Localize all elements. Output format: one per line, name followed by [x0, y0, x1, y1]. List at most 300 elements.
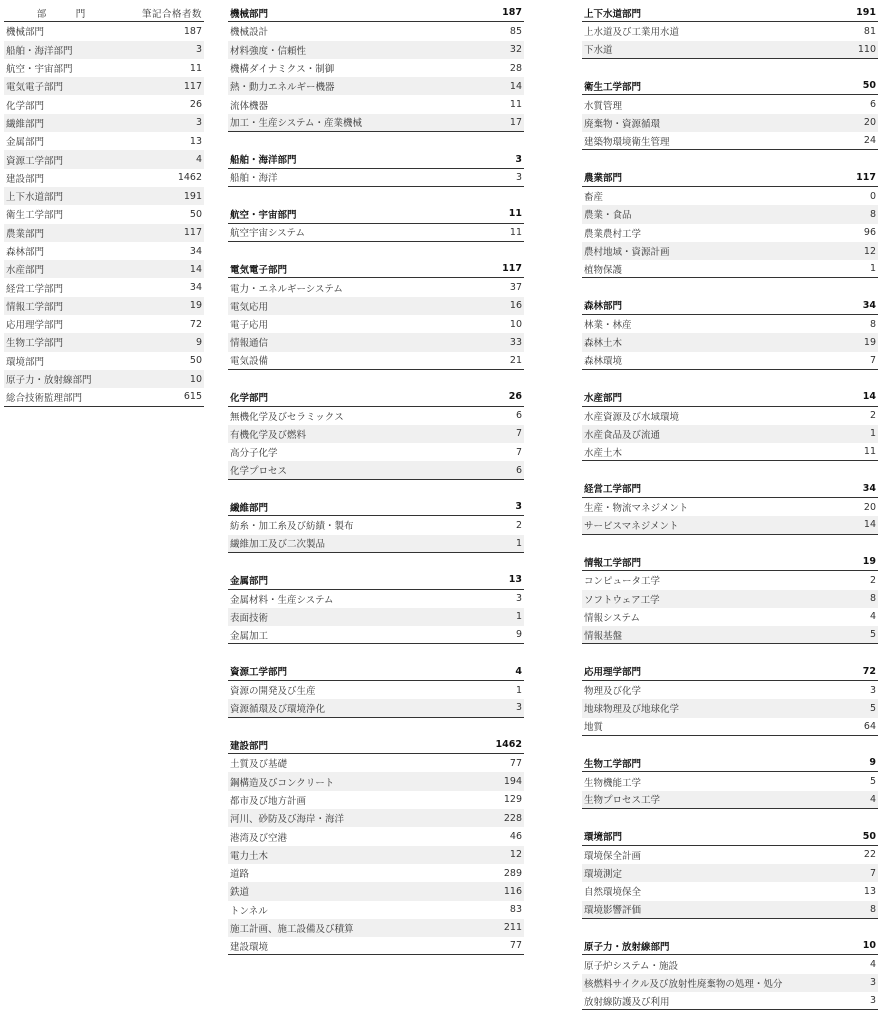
section-block: [582, 4, 878, 59]
section-block: [228, 4, 524, 132]
row-value: 5: [869, 629, 876, 641]
row-label: 環境測定: [584, 869, 623, 881]
section-title: 資源工学部門: [230, 667, 288, 679]
row-value: 6: [515, 464, 522, 476]
row-value: 1: [515, 611, 522, 623]
section-header: [228, 498, 524, 516]
row-value: 1: [869, 428, 876, 440]
section-header: [582, 4, 878, 22]
section-block: [228, 260, 524, 370]
row-label: 化学部門: [6, 100, 45, 112]
row-value: 5: [869, 702, 876, 714]
row-label: 水産部門: [6, 265, 45, 277]
row-label: 航空・宇宙部門: [6, 64, 73, 76]
section-header: [228, 4, 524, 22]
row-value: 14: [509, 80, 522, 92]
row-value: 1: [515, 537, 522, 549]
row-label: 情報システム: [584, 612, 641, 624]
row-value: 81: [863, 25, 876, 37]
table-row: [582, 205, 878, 223]
table-row: [228, 297, 524, 315]
row-value: 117: [183, 80, 202, 92]
row-label: 農業農村工学: [584, 228, 642, 240]
row-label: 情報基盤: [584, 630, 623, 642]
section-title: 電気電子部門: [230, 264, 288, 276]
table-row: [4, 260, 204, 278]
section-header: [582, 553, 878, 571]
section-title: 衛生工学部門: [584, 81, 642, 93]
section-header: [228, 571, 524, 589]
row-value: 2: [869, 410, 876, 422]
row-value: 14: [189, 263, 202, 275]
row-label: 森林部門: [6, 247, 45, 258]
section-block: [582, 754, 878, 809]
table-row: [582, 425, 878, 443]
section-block: [228, 388, 524, 479]
row-label: 熱・動力エネルギー機器: [230, 82, 335, 94]
row-value: 50: [189, 355, 202, 367]
section-total: 34: [862, 299, 876, 311]
row-label: 機械設計: [230, 27, 269, 39]
table-row: [228, 169, 524, 187]
table-row: [4, 132, 204, 150]
table-row: [4, 388, 204, 406]
table-row: [582, 699, 878, 717]
row-value: 11: [509, 226, 522, 238]
row-value: 110: [857, 43, 876, 55]
row-value: 13: [863, 885, 876, 897]
table-row: [582, 846, 878, 864]
header-dept: 部 門: [36, 8, 96, 20]
row-value: 4: [869, 959, 876, 971]
section-total: 19: [862, 556, 876, 568]
table-row: [582, 95, 878, 113]
table-row: [228, 827, 524, 845]
section-total: 4: [515, 665, 522, 677]
table-row: [4, 22, 204, 40]
row-value: 24: [863, 135, 876, 147]
section-title: 建設部門: [230, 740, 269, 752]
section-header: [582, 388, 878, 406]
row-label: 資源循環及び環境浄化: [230, 703, 326, 715]
row-label: 廃棄物・資源循環: [584, 118, 661, 130]
row-label: 植物保護: [584, 264, 623, 276]
row-label: 船舶・海洋: [230, 173, 278, 185]
row-value: 615: [183, 391, 202, 403]
section-title: 船舶・海洋部門: [230, 155, 297, 167]
section-title: 繊維部門: [230, 502, 269, 514]
row-label: 高分子化学: [230, 448, 278, 460]
row-label: 地球物理及び地球化学: [584, 704, 680, 716]
table-row: [228, 95, 524, 113]
row-value: 72: [189, 318, 202, 330]
table-row: [228, 114, 524, 132]
row-value: 4: [195, 154, 202, 166]
row-value: 96: [863, 227, 876, 239]
row-value: 4: [869, 793, 876, 805]
row-value: 1462: [177, 172, 202, 184]
row-label: 物理及び化学: [584, 686, 642, 698]
section-title: 機械部門: [230, 8, 269, 20]
table-row: [4, 59, 204, 77]
table-row: [4, 242, 204, 260]
row-value: 3: [869, 684, 876, 696]
table-row: [582, 955, 878, 973]
row-value: 117: [183, 227, 202, 239]
row-label: 金属加工: [230, 630, 269, 642]
table-row: [582, 114, 878, 132]
section-total: 9: [869, 757, 876, 769]
row-label: 核燃料サイクル及び放射性廃棄物の処理・処分: [584, 978, 783, 990]
row-label: 森林環境: [584, 356, 623, 368]
row-label: 施工計画、施工設備及び積算: [230, 923, 354, 935]
table-row: [228, 626, 524, 644]
section-block: [582, 663, 878, 736]
section-header: [582, 169, 878, 187]
row-value: 7: [515, 428, 522, 440]
row-label: 航空宇宙システム: [230, 228, 306, 240]
table-row: [228, 809, 524, 827]
section-block: [582, 480, 878, 535]
section-total: 3: [515, 153, 522, 165]
table-row: [582, 443, 878, 461]
section-total: 13: [508, 574, 522, 586]
row-label: 道路: [230, 869, 250, 881]
table-row: [582, 407, 878, 425]
row-label: 上下水道部門: [6, 192, 64, 204]
row-label: コンピュータ工学: [584, 576, 661, 588]
row-label: 港湾及び空港: [230, 832, 288, 844]
row-value: 6: [515, 410, 522, 422]
row-value: 11: [509, 99, 522, 111]
table-row: [228, 443, 524, 461]
row-label: 電力・エネルギーシステム: [230, 283, 343, 295]
section-title: 応用理学部門: [584, 667, 642, 679]
row-value: 3: [515, 702, 522, 714]
row-value: 191: [183, 190, 202, 202]
row-label: 電気応用: [230, 301, 269, 313]
row-value: 16: [509, 300, 522, 312]
section-total: 187: [502, 7, 522, 19]
table-row: [228, 608, 524, 626]
row-value: 9: [515, 629, 522, 641]
row-value: 3: [195, 117, 202, 129]
section-total: 191: [856, 7, 876, 19]
row-label: 建設環境: [230, 941, 269, 953]
row-label: 畜産: [584, 192, 604, 204]
header-count: 筆記合格者数: [141, 8, 202, 20]
row-label: 環境部門: [6, 356, 45, 368]
row-label: 生産・物流マネジメント: [584, 503, 689, 515]
row-label: 建築物環境衛生管理: [584, 136, 670, 148]
table-row: [228, 919, 524, 937]
row-label: 鋼構造及びコンクリート: [230, 777, 335, 789]
summary-rows: [4, 22, 204, 406]
table-row: [4, 224, 204, 242]
detail-column-2: [582, 4, 878, 1029]
table-row: [4, 169, 204, 187]
row-value: 8: [869, 903, 876, 915]
row-label: 原子力・放射線部門: [6, 375, 92, 387]
section-total: 50: [862, 830, 876, 842]
section-block: [582, 169, 878, 279]
table-row: [228, 315, 524, 333]
row-value: 8: [869, 208, 876, 220]
table-row: [4, 77, 204, 95]
row-value: 64: [863, 720, 876, 732]
row-value: 10: [189, 373, 202, 385]
table-row: [228, 681, 524, 699]
row-value: 32: [509, 44, 522, 56]
row-label: 農業・食品: [584, 210, 632, 222]
row-value: 77: [509, 940, 522, 952]
table-row: [228, 864, 524, 882]
table-row: [228, 352, 524, 370]
section-title: 森林部門: [584, 301, 623, 313]
row-label: 農村地域・資源計画: [584, 247, 670, 258]
row-label: 水産食品及び流通: [584, 429, 661, 441]
row-label: 情報通信: [230, 338, 269, 350]
section-title: 化学部門: [230, 392, 269, 404]
table-row: [228, 516, 524, 534]
table-row: [4, 150, 204, 168]
section-title: 農業部門: [584, 173, 623, 185]
section-total: 3: [515, 501, 522, 513]
table-row: [582, 681, 878, 699]
table-row: [582, 315, 878, 333]
row-value: 14: [863, 519, 876, 531]
table-row: [582, 992, 878, 1010]
section-total: 34: [862, 482, 876, 494]
table-row: [228, 937, 524, 955]
table-row: [4, 187, 204, 205]
row-label: 機構ダイナミクス・制御: [230, 64, 335, 76]
section-total: 26: [508, 391, 522, 403]
row-label: 加工・生産システム・産業機械: [230, 118, 363, 130]
row-value: 20: [863, 501, 876, 513]
table-row: [228, 77, 524, 95]
row-value: 26: [189, 99, 202, 111]
row-value: 83: [509, 904, 522, 916]
section-total: 11: [508, 208, 522, 220]
row-value: 5: [869, 776, 876, 788]
row-label: 繊維部門: [6, 118, 45, 130]
section-total: 50: [862, 80, 876, 92]
section-block: [228, 663, 524, 718]
section-title: 上下水道部門: [584, 8, 642, 20]
row-value: 22: [863, 849, 876, 861]
summary-header: [4, 4, 204, 22]
row-label: 情報工学部門: [6, 301, 64, 313]
row-label: 生物プロセス工学: [584, 795, 661, 807]
row-value: 6: [869, 99, 876, 111]
section-title: 水産部門: [584, 392, 623, 404]
table-row: [228, 772, 524, 790]
table-row: [4, 315, 204, 333]
row-value: 289: [503, 867, 522, 879]
section-title: 金属部門: [230, 575, 269, 587]
row-value: 0: [869, 190, 876, 202]
row-value: 34: [189, 282, 202, 294]
row-label: 建設部門: [6, 173, 45, 185]
detail-column-1: [228, 4, 524, 974]
row-value: 3: [869, 995, 876, 1007]
row-value: 7: [515, 446, 522, 458]
table-row: [4, 95, 204, 113]
section-header: [582, 937, 878, 955]
table-row: [4, 205, 204, 223]
row-label: 農業部門: [6, 228, 45, 240]
table-row: [582, 772, 878, 790]
row-label: 原子炉システム・施設: [584, 960, 679, 972]
row-label: 下水道: [584, 45, 613, 57]
table-row: [4, 297, 204, 315]
table-row: [582, 498, 878, 516]
row-label: 化学プロセス: [230, 466, 288, 478]
table-row: [582, 864, 878, 882]
section-block: [228, 736, 524, 956]
row-value: 17: [509, 116, 522, 128]
table-row: [582, 132, 878, 150]
section-block: [582, 388, 878, 461]
row-value: 2: [869, 574, 876, 586]
row-label: ソフトウェア工学: [584, 594, 660, 606]
row-value: 19: [863, 336, 876, 348]
section-title: 情報工学部門: [584, 557, 642, 569]
section-block: [582, 937, 878, 1010]
table-row: [228, 791, 524, 809]
row-label: 林業・林産: [584, 320, 632, 332]
row-label: 鉄道: [230, 887, 250, 899]
row-label: 上水道及び工業用水道: [584, 27, 680, 39]
row-value: 1: [515, 684, 522, 696]
row-label: 電気設備: [230, 356, 269, 368]
table-row: [228, 41, 524, 59]
table-row: [582, 571, 878, 589]
table-row: [228, 22, 524, 40]
section-title: 経営工学部門: [584, 484, 642, 496]
row-value: 4: [869, 611, 876, 623]
row-value: 10: [509, 318, 522, 330]
row-label: 材料強度・信頼性: [230, 45, 307, 57]
row-value: 2: [515, 519, 522, 531]
section-header: [582, 663, 878, 681]
section-header: [228, 260, 524, 278]
row-value: 50: [189, 208, 202, 220]
row-label: 都市及び地方計画: [230, 795, 307, 807]
section-title: 航空・宇宙部門: [230, 209, 297, 221]
row-label: 森林土木: [584, 338, 623, 350]
row-value: 7: [869, 867, 876, 879]
row-label: 河川、砂防及び海岸・海洋: [230, 814, 345, 826]
row-value: 194: [503, 776, 522, 788]
table-row: [228, 699, 524, 717]
row-label: 電気電子部門: [6, 82, 64, 94]
row-label: 有機化学及び燃料: [230, 429, 307, 441]
table-row: [228, 846, 524, 864]
row-value: 37: [509, 282, 522, 294]
row-label: 水産資源及び水域環境: [584, 411, 680, 423]
table-row: [582, 590, 878, 608]
row-label: 船舶・海洋部門: [6, 45, 73, 57]
section-block: [228, 571, 524, 644]
row-label: 資源の開発及び生産: [230, 686, 316, 698]
table-row: [4, 352, 204, 370]
row-value: 211: [503, 922, 522, 934]
table-row: [228, 901, 524, 919]
summary-table: [4, 4, 204, 407]
row-label: 金属部門: [6, 137, 45, 149]
table-row: [228, 59, 524, 77]
row-value: 28: [509, 62, 522, 74]
row-label: 無機化学及びセラミックス: [230, 411, 344, 423]
table-row: [228, 461, 524, 479]
row-label: 紡糸・加工糸及び紡績・製布: [230, 521, 354, 533]
table-row: [228, 754, 524, 772]
row-label: 土質及び基礎: [230, 759, 288, 771]
row-label: 自然環境保全: [584, 887, 642, 899]
row-label: 電子応用: [230, 320, 269, 332]
row-value: 8: [869, 318, 876, 330]
table-row: [582, 516, 878, 534]
table-row: [228, 535, 524, 553]
section-header: [228, 205, 524, 223]
table-row: [4, 278, 204, 296]
table-row: [582, 901, 878, 919]
row-label: 生物機能工学: [584, 777, 642, 789]
row-value: 77: [509, 757, 522, 769]
table-row: [582, 352, 878, 370]
row-value: 21: [509, 354, 522, 366]
table-row: [582, 41, 878, 59]
table-row: [228, 407, 524, 425]
row-value: 19: [189, 300, 202, 312]
row-value: 11: [189, 62, 202, 74]
table-row: [582, 22, 878, 40]
row-value: 3: [515, 593, 522, 605]
row-value: 85: [509, 25, 522, 37]
table-row: [4, 114, 204, 132]
row-label: 流体機器: [230, 100, 269, 112]
section-block: [228, 150, 524, 187]
section-block: [582, 297, 878, 370]
section-header: [582, 827, 878, 845]
row-label: 水質管理: [584, 100, 623, 112]
section-title: 生物工学部門: [584, 758, 642, 770]
table-row: [582, 224, 878, 242]
row-label: 水産土木: [584, 447, 623, 459]
section-header: [582, 754, 878, 772]
table-row: [4, 370, 204, 388]
section-header: [582, 77, 878, 95]
table-row: [228, 224, 524, 242]
table-row: [228, 590, 524, 608]
section-header: [582, 297, 878, 315]
table-row: [4, 41, 204, 59]
section-header: [582, 480, 878, 498]
section-block: [228, 498, 524, 553]
table-row: [228, 425, 524, 443]
row-label: 金属材料・生産システム: [230, 594, 334, 606]
row-value: 3: [869, 977, 876, 989]
section-total: 72: [862, 665, 876, 677]
table-row: [582, 974, 878, 992]
row-value: 12: [863, 245, 876, 257]
table-row: [582, 791, 878, 809]
table-row: [582, 882, 878, 900]
section-total: 10: [862, 940, 876, 952]
row-label: 放射線防護及び利用: [584, 996, 670, 1008]
